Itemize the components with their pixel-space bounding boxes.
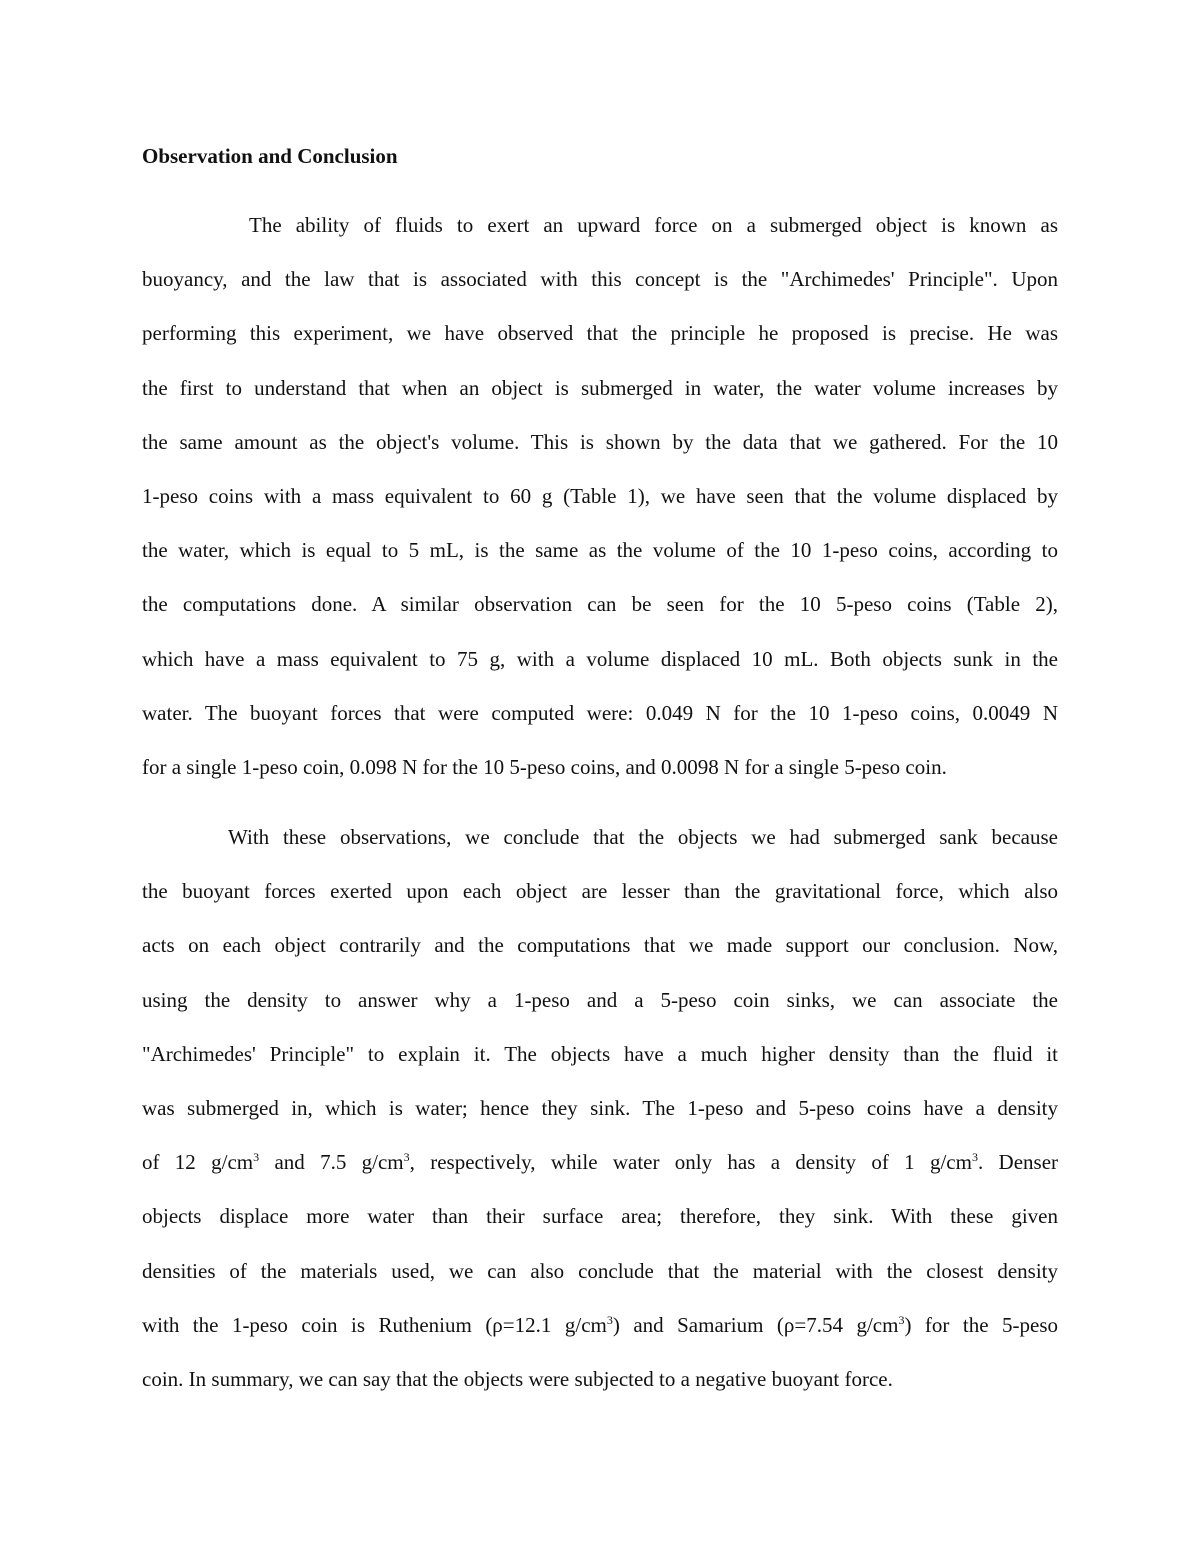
text-line: water. The buoyant forces that were computed were: 0.049 N for the 10 1-peso coins, 0.0049 N — [142, 700, 1058, 725]
text-segment: ) and Samarium (ρ=7.54 g/cm — [612, 1312, 899, 1337]
text-line: the buoyant forces exerted upon each object are lesser than the gravitational force, which also — [142, 879, 1058, 904]
paragraph-conclusion — [142, 810, 1058, 1406]
superscript: 3 — [971, 1150, 978, 1165]
text-line: 1-peso coins with a mass equivalent to 60 g (Table 1), we have seen that the volume displaced by — [142, 483, 1058, 508]
superscript: 3 — [606, 1312, 613, 1327]
text-segment: and 7.5 g/cm — [259, 1150, 404, 1175]
text-line: using the density to answer why a 1-peso and a 5-peso coin sinks, we can associate the — [142, 987, 1058, 1012]
text-line: coin. In summary, we can say that the objects were subjected to a negative buoyant force. — [142, 1366, 893, 1391]
text-line: The ability of fluids to exert an upward force on a submerged object is known as — [249, 213, 1058, 237]
text-line: the computations done. A similar observation can be seen for the 10 5-peso coins (Table 2), — [142, 592, 1058, 617]
text-line: densities of the materials used, we can also conclude that the material with the closest density — [142, 1258, 1058, 1283]
text-line: which have a mass equivalent to 75 g, with a volume displaced 10 mL. Both objects sunk in the — [142, 646, 1058, 671]
text-segment: of 12 g/cm — [142, 1150, 254, 1175]
superscript: 3 — [403, 1150, 410, 1165]
text-line-with-superscripts — [142, 1135, 1058, 1189]
text-segment: , respectively, while water only has a density of 1 g/cm — [409, 1150, 972, 1175]
text-line: the water, which is equal to 5 mL, is the same as the volume of the 10 1-peso coins, according to — [142, 538, 1058, 563]
section-heading: Observation and Conclusion — [142, 144, 398, 168]
text-line-with-superscripts — [142, 1298, 1058, 1352]
text-segment: . Denser — [977, 1150, 1059, 1175]
paragraph-observation — [142, 198, 1058, 794]
text-line: performing this experiment, we have observed that the principle he proposed is precise. He was — [142, 321, 1058, 346]
text-line: the same amount as the object's volume. This is shown by the data that we gathered. For the 10 — [142, 429, 1058, 454]
superscript: 3 — [253, 1150, 260, 1165]
text-line: "Archimedes' Principle" to explain it. The objects have a much higher density than the fluid it — [142, 1041, 1058, 1066]
text-line: buoyancy, and the law that is associated with this concept is the "Archimedes' Principle". Upon — [142, 267, 1058, 292]
text-line: the first to understand that when an object is submerged in water, the water volume increases by — [142, 375, 1058, 400]
text-line: for a single 1-peso coin, 0.098 N for the 10 5-peso coins, and 0.0098 N for a single 5-peso coin. — [142, 754, 947, 779]
text-line: acts on each object contrarily and the computations that we made support our conclusion. Now, — [142, 933, 1058, 958]
text-line: objects displace more water than their surface area; therefore, they sink. With these given — [142, 1204, 1058, 1229]
superscript: 3 — [898, 1312, 905, 1327]
text-segment: with the 1-peso coin is Ruthenium (ρ=12.1 g/cm — [142, 1312, 607, 1337]
text-line: With these observations, we conclude that the objects we had submerged sank because — [228, 825, 1058, 849]
text-segment: ) for the 5-peso — [904, 1312, 1058, 1337]
text-line: was submerged in, which is water; hence they sink. The 1-peso and 5-peso coins have a density — [142, 1095, 1058, 1120]
